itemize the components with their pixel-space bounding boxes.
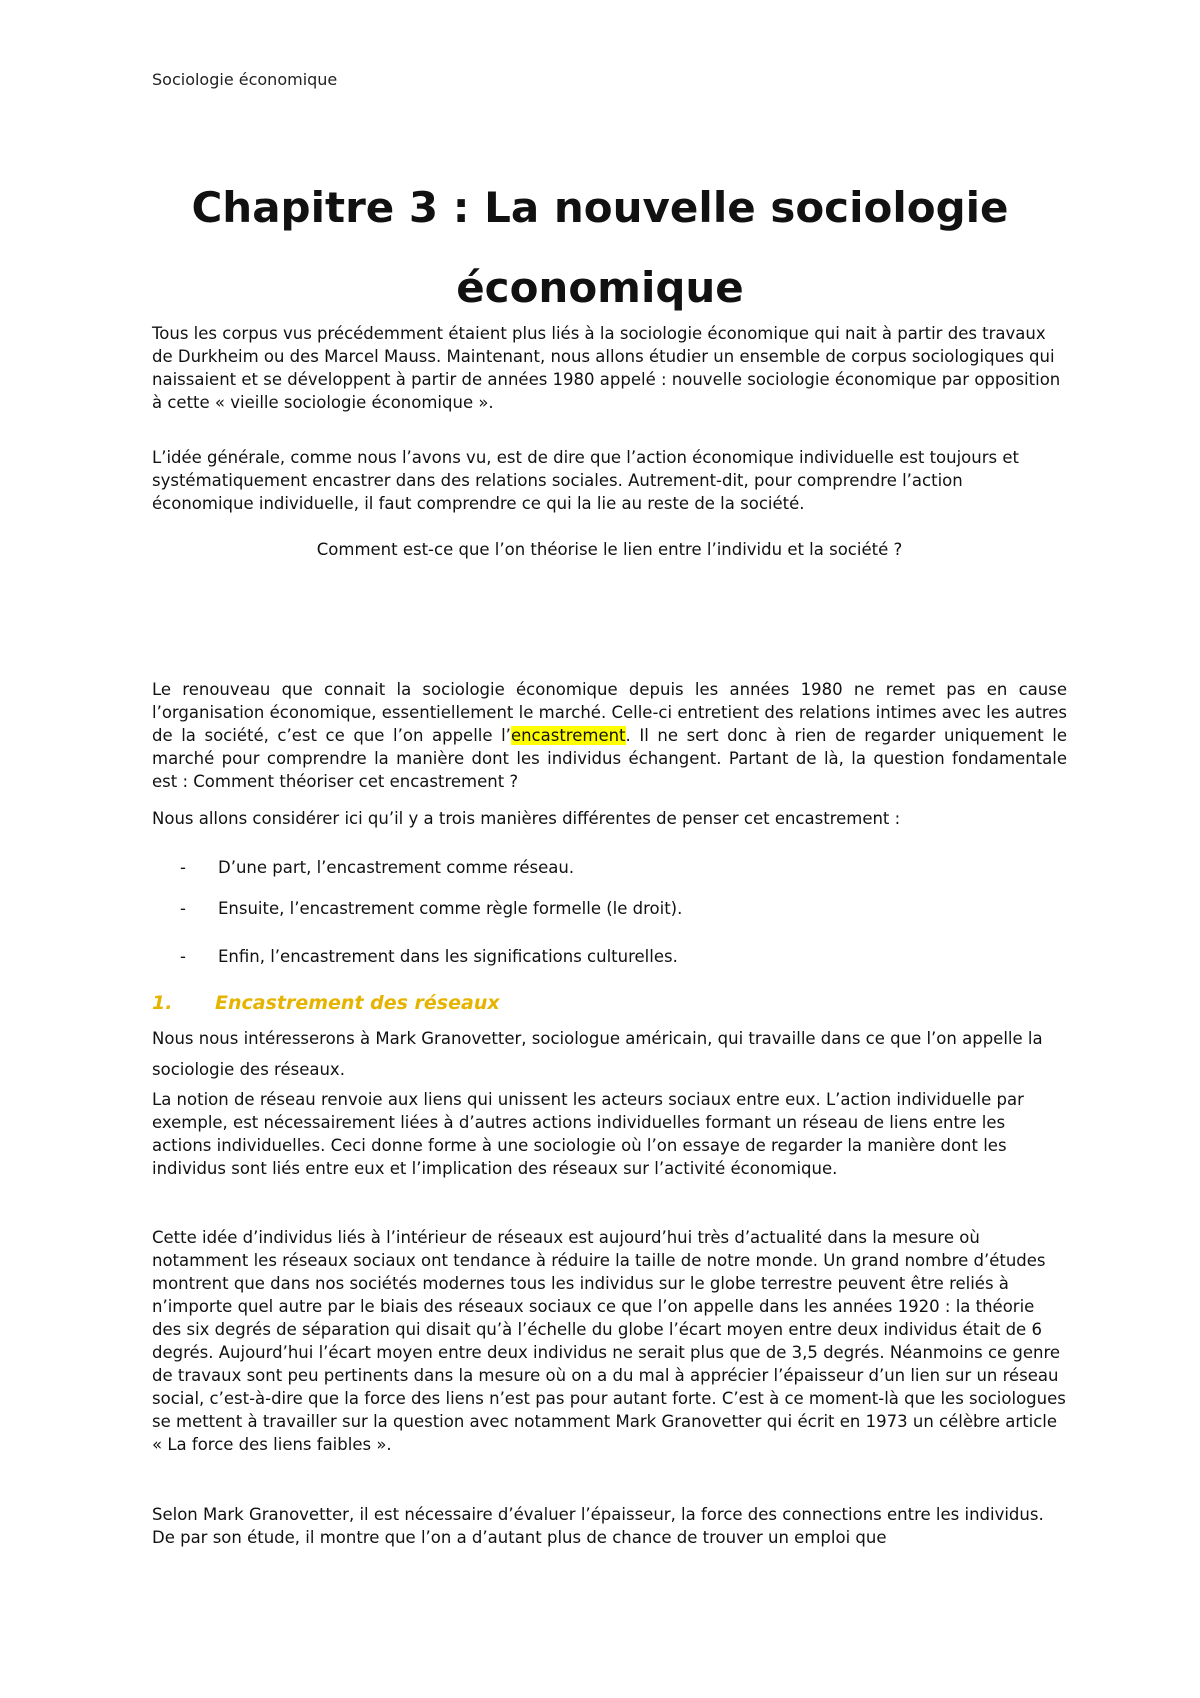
bullet-dash: -: [180, 947, 186, 966]
list-item: [152, 897, 1052, 920]
section-paragraph-4: Selon Mark Granovetter, il est nécessaire d’évaluer l’épaisseur, la force des connections entre les individus. De par son étude, il montre que l’on a d’autant plus de chance de trouver un emploi que: [152, 1505, 1044, 1547]
central-question: Comment est-ce que l’on théorise le lien entre l’individu et la société ?: [316, 540, 903, 559]
section-number: 1.: [152, 992, 173, 1014]
section-paragraph-3: Cette idée d’individus liés à l’intérieur de réseaux est aujourd’hui très d’actualité dans la mesure où notamment les réseaux sociaux ont tendance à réduire la taille de notre monde. Un grand nombre d’études montrent que dans nos sociétés modernes tous les individus sur le globe terrestre peuvent être reliés à n’importe quel autre par le biais des réseaux sociaux ce que l’on appelle dans les années 1920 : la théorie des six degrés de séparation qui disait qu’à l’échelle du globe l’écart moyen entre deux individus était de 6 degrés. Aujourd’hui l’écart moyen entre deux individus ne serait plus que de 3,5 degrés. Néanmoins ce genre de travaux sont peu pertinents dans la mesure où on a du mal à apprécier l’épaisseur d’un lien sur un réseau social, c’est-à-dire que la force des liens n’est pas pour autant forte. C’est à ce moment-là que les sociologues se mettent à travailler sur la question avec notamment Mark Granovetter qui écrit en 1973 un célèbre article « La force des liens faibles ».: [152, 1228, 1066, 1454]
bullet-dash: -: [180, 899, 186, 918]
highlighted-term: encastrement: [510, 726, 626, 745]
bullet-dash: -: [180, 858, 186, 877]
list-item: [152, 856, 1052, 879]
renouveau-text-after: . Il ne sert donc à rien de regarder uniquement le marché pour comprendre la manière dont les individus échangent. Partant de là, la question fondamentale est : Comment théoriser cet encastrement ?: [152, 726, 1068, 791]
intro-paragraph-1: Tous les corpus vus précédemment étaient plus liés à la sociologie économique qui nait à partir des travaux de Durkheim ou des Marcel Mauss. Maintenant, nous allons étudier un ensemble de corpus sociologiques qui naissaient et se développent à partir de années 1980 appelé : nouvelle sociologie économique par opposition à cette « vieille sociologie économique ».: [152, 324, 1061, 412]
section-paragraph-2: La notion de réseau renvoie aux liens qui unissent les acteurs sociaux entre eux. L’action individuelle par exemple, est nécessairement liées à d’autres actions individuelles formant un réseau de liens entre les actions individuelles. Ceci donne forme à une sociologie où l’on essaye de regarder la manière dont les individus sont liés entre eux et l’implication des réseaux sur l’activité économique.: [152, 1090, 1024, 1178]
renouveau-text-before: Le renouveau que connait la sociologie économique depuis les années 1980 ne remet pas en cause l’organisation économique, essentiellement le marché. Celle-ci entretient des relations intimes avec les autres de la société, c’est ce que l’on appelle l’: [152, 680, 1067, 745]
considerations-paragraph: Nous allons considérer ici qu’il y a trois manières différentes de penser cet encastrement :: [152, 809, 901, 828]
list-item: [152, 945, 1052, 968]
list-item-text: D’une part, l’encastrement comme réseau.: [218, 858, 575, 877]
section-paragraph-1: Nous nous intéresserons à Mark Granovetter, sociologue américain, qui travaille dans ce que l’on appelle la sociologie des réseaux.: [152, 1029, 1043, 1079]
intro-paragraph-2: L’idée générale, comme nous l’avons vu, est de dire que l’action économique individuelle est toujours et systématiquement encastrer dans des relations sociales. Autrement-dit, pour comprendre l’action économique individuelle, il faut comprendre ce qui la lie au reste de la société.: [152, 448, 1019, 513]
list-item-text: Ensuite, l’encastrement comme règle formelle (le droit).: [218, 899, 683, 918]
section-heading: [152, 992, 500, 1014]
chapter-title: Chapitre 3 : La nouvelle sociologie économique: [191, 183, 1009, 312]
page-header: Sociologie économique: [152, 70, 338, 89]
renouveau-paragraph: [152, 678, 1067, 793]
section-title: Encastrement des réseaux: [215, 992, 500, 1014]
bullet-list: [152, 856, 1052, 968]
list-item-text: Enfin, l’encastrement dans les significations culturelles.: [218, 947, 678, 966]
